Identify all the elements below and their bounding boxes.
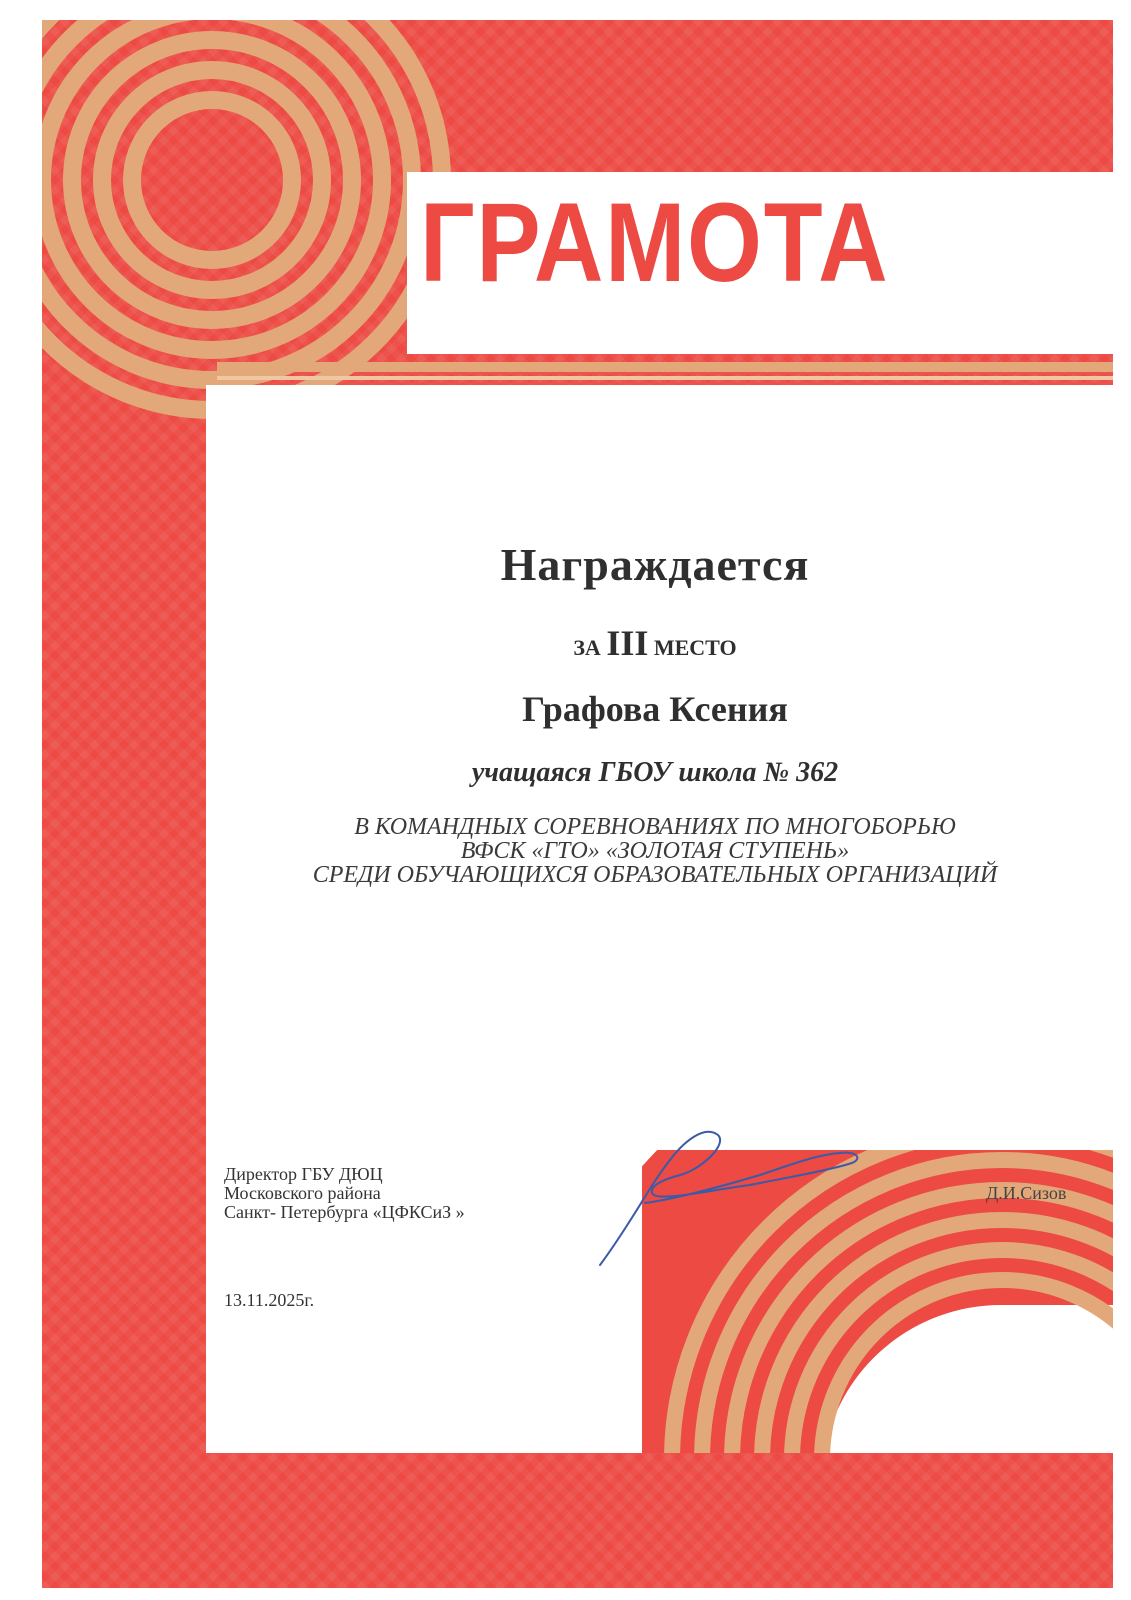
awarded-heading: Награждается [500,539,810,590]
place-number: III [606,623,649,663]
signatory-line-2: Московского района [224,1183,381,1203]
recipient-name: Графова Ксения [522,689,788,729]
issue-date: 13.11.2025г. [224,1290,315,1310]
handwritten-signature [590,1115,880,1275]
place-suffix: МЕСТО [653,635,737,660]
competition-line-3: СРЕДИ ОБУЧАЮЩИХСЯ ОБРАЗОВАТЕЛЬНЫХ ОРГАНИЗАЦИЙ [312,862,998,888]
signatory-line-3: Санкт- Петербурга «ЦФКСиЗ » [224,1202,465,1222]
competition-line-1: В КОМАНДНЫХ СОРЕВНОВАНИЯХ ПО МНОГОБОРЬЮ [354,814,956,840]
signatory-name: Д.И.Сизов [986,1183,1067,1203]
signatory-line-1: Директор ГБУ ДЮЦ [224,1164,383,1184]
signatory-title [224,1165,465,1222]
certificate-title: ГРАМОТА [420,180,890,305]
place-line [205,622,1105,664]
recipient-school: учащаяся ГБОУ школа № 362 [471,757,839,788]
competition-line-2: ВФСК «ГТО» «ЗОЛОТАЯ СТУПЕНЬ» [460,838,850,864]
place-prefix: ЗА [573,635,601,660]
